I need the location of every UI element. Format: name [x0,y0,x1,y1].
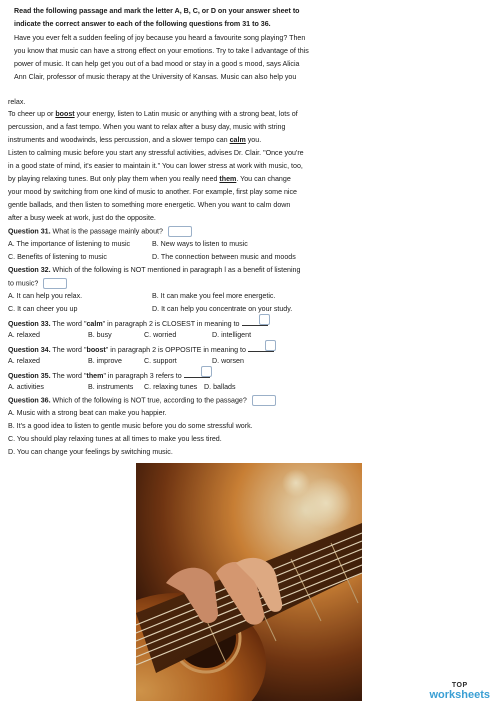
option-d[interactable]: D. worsen [212,357,244,365]
question-34 [8,343,274,355]
option-a[interactable]: A. activities [8,383,44,391]
word-them: them [219,175,237,183]
logo-top-text: TOP [451,682,468,689]
answer-box[interactable] [201,366,212,377]
q36-option-b[interactable]: B. It's a good idea to listen to gentle music before you do some stressful work. [8,422,253,430]
option-c[interactable]: C. worried [144,331,177,339]
question-label: Question 34. [8,346,51,354]
question-text: " in paragraph 3 refers to [103,372,182,380]
option-b[interactable]: B. instruments [88,383,134,391]
passage-p3-line: your mood by switching from one kind of music to another. For example, first play some nice [8,188,298,196]
question-label: Question 32. [8,266,51,274]
q31-row-1 [8,239,488,249]
topworksheets-logo[interactable] [429,682,490,701]
passage-p1-end: relax. [8,98,26,106]
logo-brand-text: worksheets [429,689,490,701]
passage-p3-line: gentle ballads, and then listen to something more energetic. When you want to calm down [8,201,291,209]
q35-options [8,382,488,392]
question-36 [8,395,276,406]
q33-options [8,330,488,340]
text: To cheer up or [8,110,56,118]
guitar-photo [136,463,362,701]
passage-p2-line-2: percussion, and a fast tempo. When you want to relax after a busy day, music with string [8,123,286,131]
passage-p1-line: Have you ever felt a sudden feeling of joy because you heard a favourite song playing? Then [14,34,306,42]
word-calm: calm [229,136,246,144]
option-d[interactable]: D. The connection between music and moods [152,253,296,261]
word-boost: boost [55,110,75,118]
question-label: Question 35. [8,372,51,380]
text: . You can change [236,175,291,183]
question-text: The word " [50,372,87,380]
question-text: " in paragraph 2 is OPPOSITE in meaning to [105,346,246,354]
text: instruments and woodwinds, less percussion, and a slower tempo can [8,136,230,144]
option-a[interactable]: A. relaxed [8,357,40,365]
instructions-line-1: Read the following passage and mark the letter A, B, C, or D on your answer sheet to [14,7,300,15]
answer-box[interactable] [259,314,270,325]
question-text: The word " [50,346,87,354]
answer-blank-33[interactable] [242,317,268,326]
target-word: calm [86,320,103,328]
question-text: to music? [8,279,39,288]
answer-box-36[interactable] [252,395,276,406]
option-d[interactable]: D. It can help you concentrate on your study. [152,305,293,313]
text: by playing relaxing tunes. But only play them when you really need [8,175,220,183]
option-b[interactable]: B. busy [88,331,112,339]
question-32-cont [8,278,67,289]
option-c[interactable]: C. support [144,357,177,365]
question-text: Which of the following is NOT mentioned in paragraph l as a benefit of listening [50,266,301,274]
question-33 [8,317,268,329]
answer-blank-34[interactable] [248,343,274,352]
q32-row-2 [8,304,488,314]
option-c[interactable]: C. Benefits of listening to music [8,253,107,261]
passage-p1-line: Ann Clair, professor of music therapy at the University of Kansas. Music can also help you [14,73,297,81]
target-word: them [86,372,104,380]
option-a[interactable]: A. The importance of listening to music [8,240,131,248]
option-b[interactable]: B. New ways to listen to music [152,240,248,248]
question-text: Which of the following is NOT true, according to the passage? [50,396,247,405]
option-d[interactable]: D. ballads [204,383,236,391]
option-a[interactable]: A. relaxed [8,331,40,339]
answer-blank-35[interactable] [184,369,210,378]
passage-p3-line: in a good state of mind, it's easier to maintain it." You can lower stress at work with music, too, [8,162,303,170]
question-label: Question 36. [8,396,51,405]
option-b[interactable]: B. improve [88,357,122,365]
passage-p1-line: you know that music can have a strong effect on your emotions. Try to take l advantage of this [14,47,309,55]
q36-option-c[interactable]: C. You should play relaxing tunes at all times to make you less tired. [8,435,222,443]
instructions-line-2: indicate the correct answer to each of the following questions from 31 to 36. [14,20,271,28]
option-d[interactable]: D. intelligent [212,331,252,339]
question-label: Question 31. [8,227,51,236]
passage-p2-line-1 [8,109,298,119]
question-31 [8,226,192,237]
question-text: What is the passage mainly about? [50,227,163,236]
question-text: The word " [50,320,87,328]
passage-p2-line-3 [8,135,261,145]
answer-box-31[interactable] [168,226,192,237]
q36-option-a[interactable]: A. Music with a strong beat can make you happier. [8,409,167,417]
target-word: boost [86,346,106,354]
option-b[interactable]: B. It can make you feel more energetic. [152,292,276,300]
passage-p1-line: power of music. It can help get you out of a bad mood or stay in a good s mood, says Alicia [14,60,300,68]
option-a[interactable]: A. It can help you relax. [8,292,83,300]
question-label: Question 33. [8,320,51,328]
text: you. [245,136,262,144]
question-text: " in paragraph 2 is CLOSEST in meaning to [102,320,240,328]
passage-p3-line: after a busy week at work, just do the opposite. [8,214,156,222]
question-35 [8,369,210,381]
passage-p3-line: Listen to calming music before you start any stressful activities, advises Dr. Clair. "Once you're [8,149,304,157]
answer-box-32[interactable] [43,278,67,289]
option-c[interactable]: C. It can cheer you up [8,305,78,313]
text: your energy, listen to Latin music or anything with a strong beat, lots of [74,110,298,118]
passage-p3-line [8,174,291,184]
q34-options [8,356,488,366]
question-32 [8,265,300,275]
answer-box[interactable] [265,340,276,351]
q36-option-d[interactable]: D. You can change your feelings by switching music. [8,448,173,456]
q32-row-1 [8,291,488,301]
option-c[interactable]: C. relaxing tunes [144,383,198,391]
guitar-illustration [136,463,362,701]
q31-row-2 [8,252,488,262]
